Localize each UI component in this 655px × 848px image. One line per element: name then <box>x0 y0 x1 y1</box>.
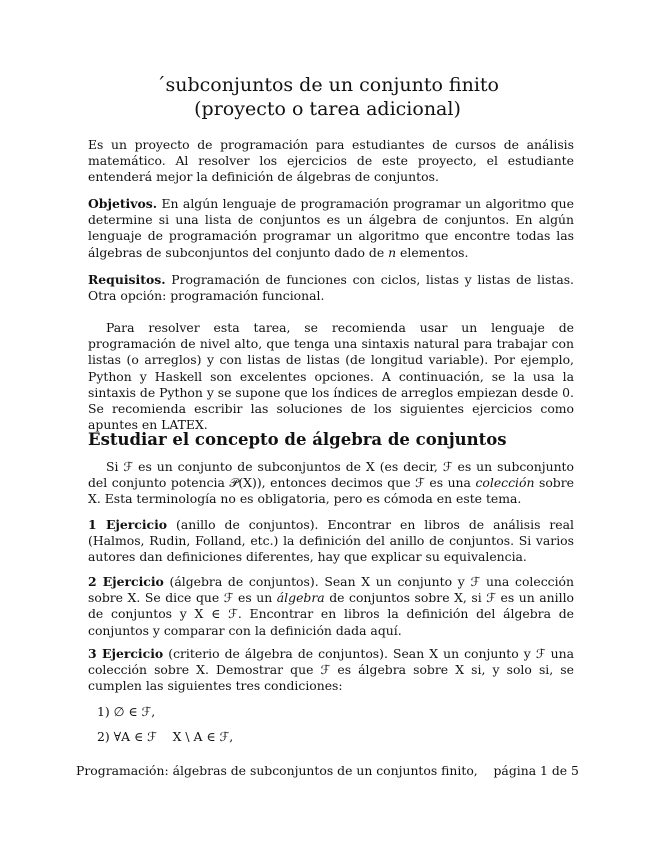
section-text-a: Si ℱ es un conjunto de subconjuntos de X (es decir, ℱ es un subconjunto del conjunto potencia 𝒫(X)), entonces decimos que ℱ es una <box>88 459 574 491</box>
title-line-1: ´subconjuntos de un conjunto finito <box>155 74 499 96</box>
condition-2 <box>97 729 233 744</box>
exercise-2-label: 2 Ejercicio <box>88 574 164 589</box>
page-footer: Programación: álgebras de subconjuntos de un conjuntos finito, página 1 de 5 <box>76 763 579 778</box>
requisitos-text: Programación de funciones con ciclos, listas y listas de listas. Otra opción: programación funcional. <box>88 272 574 304</box>
intro-paragraph: Es un proyecto de programación para estudiantes de cursos de análisis matemático. Al resolver los ejercicios de este proyecto, el estudiante entenderá mejor la definición de álgebras de conjuntos. <box>88 137 574 185</box>
exercise-2-text-a: Sean X un conjunto y ℱ una colección sobre X. Se dice que ℱ es un <box>88 574 574 606</box>
exercise-3-text: Sean X un conjunto y ℱ una colección sobre X. Demostrar que ℱ es álgebra sobre X si, y solo si, se cumplen las siguientes tres condiciones: <box>88 646 575 694</box>
objetivos-var: n <box>388 244 397 260</box>
exercise-3 <box>88 646 574 695</box>
exercise-3-label: 3 Ejercicio <box>88 646 164 661</box>
requisitos-paragraph <box>88 272 574 304</box>
title-line-2: (proyecto o tarea adicional) <box>194 98 461 120</box>
objetivos-paragraph <box>88 196 574 261</box>
condition-1-text: ∅ ∈ ℱ, <box>113 704 156 719</box>
section-paragraph <box>88 459 574 508</box>
condition-1-num: 1) <box>97 704 110 719</box>
exercise-2 <box>88 574 574 639</box>
exercise-1-text: Encontrar en libros de análisis real (Halmos, Rudin, Folland, etc.) la definición del anillo de conjuntos. Si varios autores dan definiciones diferentes, hay que explicar su equivalencia. <box>88 517 574 565</box>
exercise-1-label: 1 Ejercicio <box>88 517 168 532</box>
exercise-2-text-b: de conjuntos sobre X, si ℱ es un anillo de conjuntos y X ∈ ℱ. Encontrar en libros la definición del álgebra de conjuntos y comparar con la definición dada aquí. <box>88 590 575 638</box>
condition-2-text: ∀A ∈ ℱ X \ A ∈ ℱ, <box>113 729 234 744</box>
objetivos-label: Objetivos. <box>88 196 158 211</box>
section-emphasis: colección <box>475 475 535 491</box>
requisitos-label: Requisitos. <box>88 272 166 287</box>
section-text-b: sobre X. Esta terminología no es obligatoria, pero es cómoda en este tema. <box>88 475 574 507</box>
condition-1 <box>97 704 155 719</box>
condition-2-num: 2) <box>97 729 110 744</box>
exercise-1 <box>88 517 574 566</box>
exercise-2-paren: (álgebra de conjuntos). <box>163 574 319 589</box>
programming-paragraph: Para resolver esta tarea, se recomienda usar un lenguaje de programación de nivel alto, que tenga una sintaxis natural para trabajar con listas (o arreglos) y con listas de listas (de longitud variable). Por ejemplo, Python y Haskell son excelentes opciones. A continuación, se la usa la sintaxis de Python y se supone que los índices de arreglos empiezan desde 0. Se recomienda escribir las soluciones de los siguientes ejercicios como apuntes en LATEX. <box>88 320 574 433</box>
exercise-1-paren: (anillo de conjuntos). <box>167 517 319 532</box>
exercise-2-emphasis: álgebra <box>276 590 325 606</box>
section-heading: Estudiar el concepto de álgebra de conjuntos <box>88 430 507 449</box>
objetivos-text-a: En algún lenguaje de programación programar un algoritmo que determine si una lista de conjuntos es un álgebra de conjuntos. En algún lenguaje de programación programar un algoritmo que encontre todas las álgebras de subconjuntos del conjunto dado de <box>88 196 574 260</box>
exercise-3-paren: (criterio de álgebra de conjuntos). <box>163 646 388 661</box>
objetivos-text-b: elementos. <box>396 244 469 260</box>
